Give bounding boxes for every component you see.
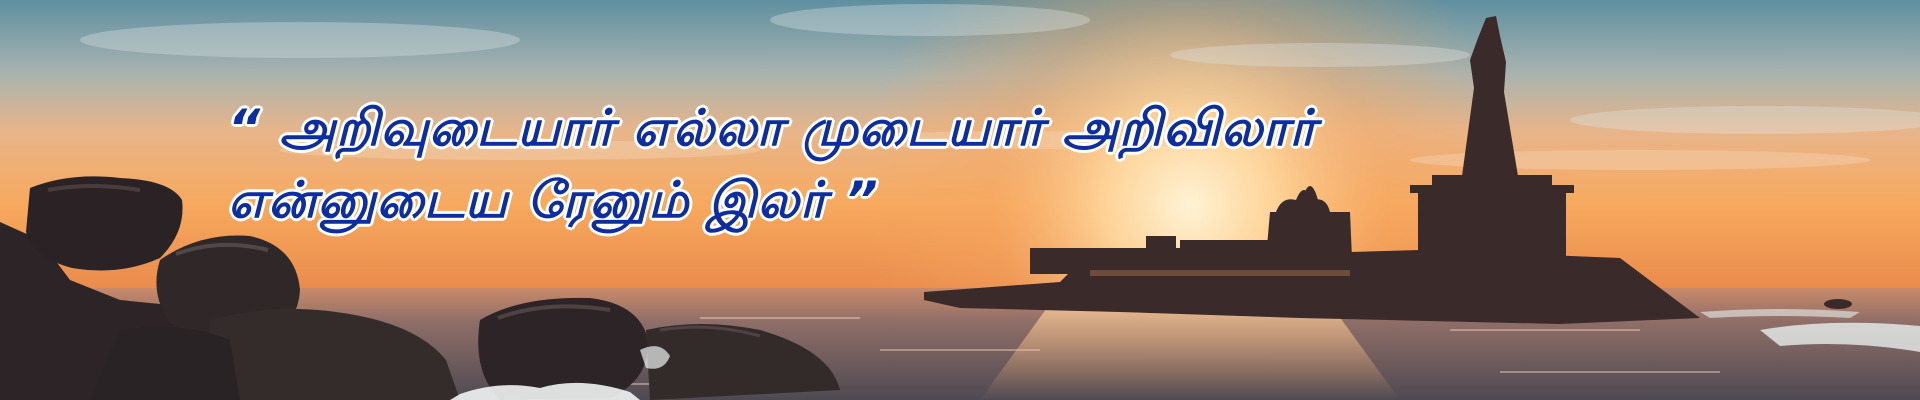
quote-line-2: என்னுடைய ரேனும் இலர் ” xyxy=(228,171,879,229)
thirukkural-quote xyxy=(228,92,1488,236)
quote-line-1: “ அறிவுடையார் எல்லா முடையார் அறிவிலார் xyxy=(228,99,1317,157)
